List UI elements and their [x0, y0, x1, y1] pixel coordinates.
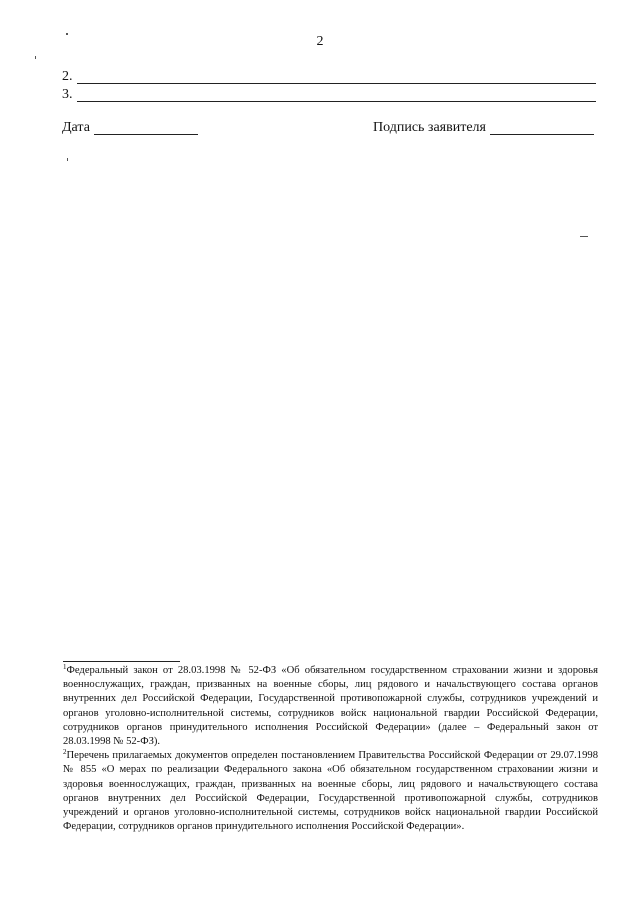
- footnote-2: [63, 749, 598, 834]
- footnote-text: Перечень прилагаемых документов определен постановлением Правительства Российской Федерации от 29.07.1998 № 855 «О мерах по реализации Федерального закона «Об обязательном государственном страховании жизни и здоровья военнослужащих, граждан, призванных на военные сборы, лиц рядового и начальствующего состава органов внутренних дел Российской Федерации, Государственной противопожарной службы, сотрудников учреждений и органов уголовно-исполнительной системы, сотрудников войск национальной гвардии Российской Федерации, сотрудников органов принудительного исполнения Российской Федерации».: [63, 750, 598, 833]
- applicant-signature-label: Подпись заявителя: [373, 120, 486, 135]
- footnotes: [63, 664, 598, 834]
- date-field: [62, 121, 198, 135]
- date-label: Дата: [62, 120, 90, 135]
- list-item-number: 2.: [62, 69, 73, 84]
- list-item-number: 3.: [62, 87, 73, 102]
- footnote-marker: 1: [63, 663, 67, 671]
- blank-line: [77, 71, 597, 84]
- scan-speck: [35, 56, 36, 59]
- list-item-3: [62, 84, 596, 102]
- scan-speck: [580, 236, 588, 237]
- footnote-marker: 2: [63, 748, 67, 757]
- list-item-2: [62, 66, 596, 84]
- signature-blank-line: [490, 122, 594, 135]
- footnote-text: Федеральный закон от 28.03.1998 № 52-ФЗ «Об обязательном государственном страховании жизни и здоровья военнослужащих, граждан, призванных на военные сборы, лиц рядового и начальствующего состава органов внутренних дел Российской Федерации, Государственной противопожарной службы, сотрудников учреждений и органов уголовно-исполнительной системы, сотрудников войск национальной гвардии Российской Федерации, сотрудников органов принудительного исполнения Российской Федерации» (далее – Федеральный закон от 28.03.1998 № 52-ФЗ).: [63, 665, 598, 748]
- scan-speck: [67, 158, 68, 161]
- page-number: 2: [316, 34, 324, 49]
- date-blank-line: [94, 122, 198, 135]
- footnote-1: [63, 664, 598, 749]
- blank-line: [77, 89, 597, 102]
- applicant-signature-field: [373, 121, 594, 135]
- footnote-separator: [63, 661, 180, 662]
